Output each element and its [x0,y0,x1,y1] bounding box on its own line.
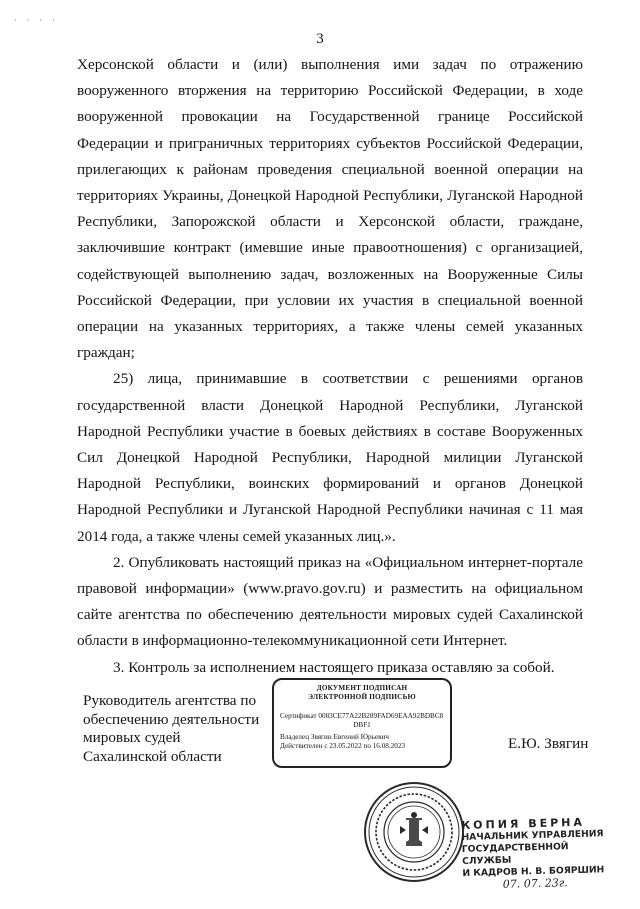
scan-corner-marks: · · · · [14,16,59,25]
document-body [77,52,583,681]
paragraph-item-2: 2. Опубликовать настоящий приказ на «Официальном интернет-портале правовой информации» (www.pravo.gov.ru) и разместить на официальном сайте агентства по обеспечению деятельности мировых судей Сахалинской области в информационно-телекоммуникационной сети Интернет. [77,553,583,650]
signer-name: Е.Ю. Звягин [508,735,589,752]
copy-handwritten-date: 07. 07. 23г. [502,876,568,891]
paragraph-continuation: Херсонской области и (или) выполнения ими задач по отражению вооруженного вторжения на территорию Российской Федерации, в ходе вооруженной провокации на Государственной границе Российской Федерации и приграничных территориях субъектов Российской Федерации, прилегающих к районам проведения специальной военной операции на территориях Украины, Донецкой Народной Республики, Луганской Народной Республики, Запорожской области и Херсонской области, граждане, заключившие контракт (имевшие иные правоотношения) с организацией, содействующей выполнению задач, возложенных на Вооруженные Силы Российской Федерации, при условии их участия в специальной военной операции на указанных территориях, а также члены семей указанных граждан; [77,56,583,362]
esign-certificate [280,712,444,730]
esign-certificate-line1: Сертификат 0083CE77A22B289FAD69EAA92BDBC8 [280,712,444,720]
copy-position-line1: НАЧАЛЬНИК УПРАВЛЕНИЯ [461,828,604,843]
copy-position-line2: ГОСУДАРСТВЕННОЙ СЛУЖБЫ [461,841,569,867]
copy-certification-stamp [461,816,613,892]
paragraph-item-25: 25) лица, принимавшие в соответствии с решениями органов государственной власти Донецкой Народной Республики, Луганской Народной Республики участие в боевых действиях в составе Вооруженных Сил Донецкой Народной Республики, Народной милиции Луганской Народной Республики, воинских формирований и органов Донецкой Народной Республики и Луганской Народной Республики начиная с 11 мая 2014 года, а также члены семей указанных лиц.». [77,370,583,545]
signer-title [83,692,273,766]
copy-position-line3: И КАДРОВ Н. В. БОЯРШИН [462,864,605,879]
esign-owner: Владелец Звягин Евгений Юрьевич [280,733,389,741]
page-number: 3 [316,31,324,47]
esign-header-line1: ДОКУМЕНТ ПОДПИСАН [316,684,408,692]
signer-title-line: мировых судей [83,729,181,746]
official-seal-icon [362,780,466,884]
esign-validity: Действителен с 23.05.2022 по 16.08.2023 [280,742,406,750]
signer-title-line: обеспечению деятельности [83,710,260,728]
esign-header [280,684,444,702]
signer-title-line: Сахалинской области [83,747,222,765]
electronic-signature-stamp [272,678,452,768]
esign-certificate-line2: DBF1 [353,721,371,729]
signer-title-line: Руководитель агентства по [83,692,257,709]
esign-header-line2: ЭЛЕКТРОННОЙ ПОДПИСЬЮ [308,693,416,701]
paragraph-item-3: 3. Контроль за исполнением настоящего приказа оставляю за собой. [113,658,555,676]
copy-true-label: КОПИЯ ВЕРНА [461,815,586,832]
